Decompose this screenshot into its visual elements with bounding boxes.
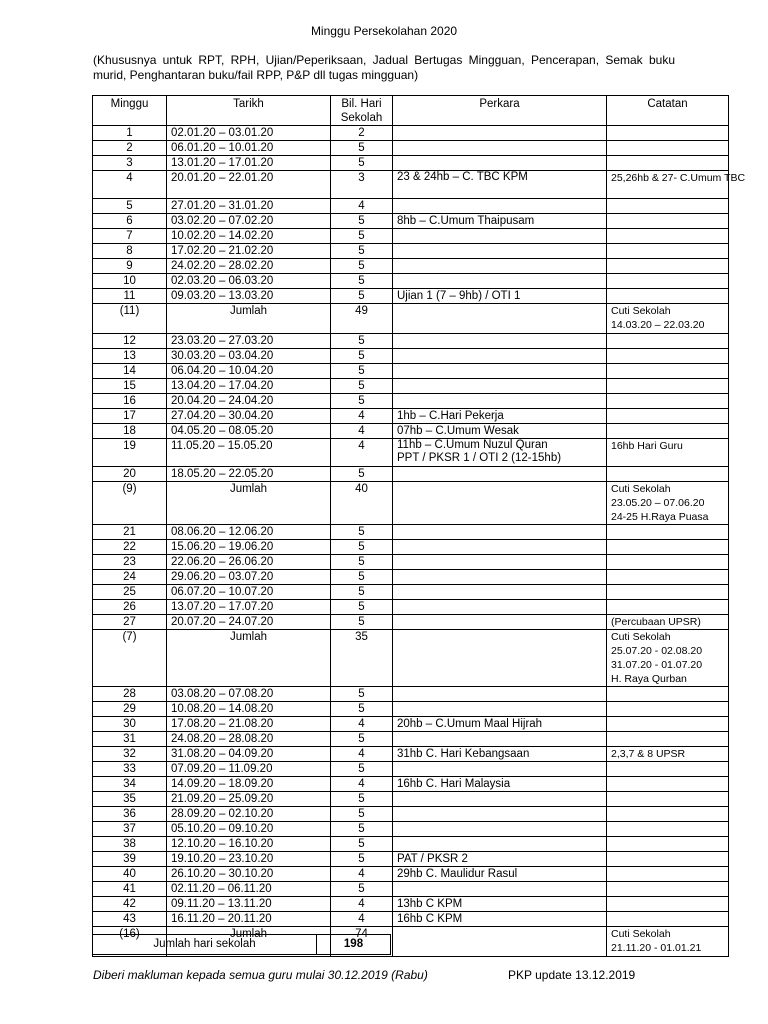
- cell-perkara: 16hb C KPM: [393, 912, 607, 927]
- cell-catatan: [607, 334, 729, 349]
- cell-bil-hari: 5: [331, 837, 393, 852]
- cell-catatan: [607, 409, 729, 424]
- cell-bil-hari: 5: [331, 882, 393, 897]
- cell-perkara: [393, 364, 607, 379]
- cell-catatan: [607, 912, 729, 927]
- cell-perkara: [393, 762, 607, 777]
- cell-perkara: 13hb C KPM: [393, 897, 607, 912]
- cell-minggu: 41: [93, 882, 167, 897]
- cell-bil-hari: 4: [331, 897, 393, 912]
- cell-tarikh: Jumlah: [167, 927, 331, 957]
- cell-bil-hari: 5: [331, 792, 393, 807]
- cell-perkara: [393, 927, 607, 957]
- cell-minggu: 14: [93, 364, 167, 379]
- cell-bil-hari: 5: [331, 274, 393, 289]
- cell-minggu: (7): [93, 630, 167, 687]
- cell-minggu: 34: [93, 777, 167, 792]
- cell-perkara: [393, 822, 607, 837]
- cell-tarikh: 06.07.20 – 10.07.20: [167, 585, 331, 600]
- table-row: [93, 229, 729, 244]
- header-bil-line2: Sekolah: [340, 112, 383, 124]
- cell-catatan: [607, 424, 729, 439]
- cell-tarikh: 09.03.20 – 13.03.20: [167, 289, 331, 304]
- table-body: [93, 126, 746, 957]
- cell-catatan: [607, 156, 729, 171]
- table-row: [93, 600, 729, 615]
- cell-bil-hari: 5: [331, 615, 393, 630]
- cell-bil-hari: 4: [331, 747, 393, 762]
- table-row: [93, 364, 729, 379]
- cell-bil-hari: 5: [331, 349, 393, 364]
- cell-catatan: [607, 214, 729, 229]
- cell-tarikh: 30.03.20 – 03.04.20: [167, 349, 331, 364]
- cell-bil-hari: 5: [331, 822, 393, 837]
- cell-bil-hari: 5: [331, 687, 393, 702]
- cell-perkara: 07hb – C.Umum Wesak: [393, 424, 607, 439]
- cell-minggu: 17: [93, 409, 167, 424]
- cell-tarikh: Jumlah: [167, 630, 331, 687]
- cell-catatan: [607, 467, 729, 482]
- cell-tarikh: 27.01.20 – 31.01.20: [167, 199, 331, 214]
- grand-total-table: [92, 934, 391, 955]
- table-row: [93, 777, 729, 792]
- cell-bil-hari: 5: [331, 229, 393, 244]
- cell-tarikh: Jumlah: [167, 482, 331, 525]
- cell-minggu: 20: [93, 467, 167, 482]
- cell-catatan: Cuti Sekolah 21.11.20 - 01.01.21: [607, 927, 729, 957]
- cell-tarikh: 06.04.20 – 10.04.20: [167, 364, 331, 379]
- table-row: [93, 570, 729, 585]
- cell-bil-hari: 5: [331, 762, 393, 777]
- cell-perkara: [393, 732, 607, 747]
- footer-update: PKP update 13.12.2019: [508, 968, 636, 982]
- cell-perkara: [393, 837, 607, 852]
- table-row: [93, 822, 729, 837]
- cell-catatan: [607, 717, 729, 732]
- cell-minggu: 19: [93, 439, 167, 467]
- grand-total-value: 198: [317, 935, 391, 955]
- school-weeks-table: [92, 95, 746, 957]
- table-row: [93, 289, 729, 304]
- cell-minggu: 29: [93, 702, 167, 717]
- cell-perkara: [393, 156, 607, 171]
- cell-tarikh: 17.02.20 – 21.02.20: [167, 244, 331, 259]
- cell-perkara: 16hb C. Hari Malaysia: [393, 777, 607, 792]
- cell-perkara: [393, 334, 607, 349]
- cell-catatan: [607, 867, 729, 882]
- cell-bil-hari: 5: [331, 364, 393, 379]
- header-tarikh: Tarikh: [167, 96, 331, 126]
- cell-perkara: [393, 630, 607, 687]
- cell-perkara: [393, 615, 607, 630]
- table-row: [93, 244, 729, 259]
- table-row: [93, 334, 729, 349]
- cell-minggu: 24: [93, 570, 167, 585]
- cell-perkara: [393, 467, 607, 482]
- cell-catatan: [607, 394, 729, 409]
- cell-perkara: [393, 379, 607, 394]
- cell-bil-hari: 5: [331, 732, 393, 747]
- table-row: [93, 126, 729, 141]
- cell-tarikh: 13.04.20 – 17.04.20: [167, 379, 331, 394]
- cell-minggu: 16: [93, 394, 167, 409]
- cell-tarikh: 15.06.20 – 19.06.20: [167, 540, 331, 555]
- cell-minggu: 2: [93, 141, 167, 156]
- cell-bil-hari: 5: [331, 259, 393, 274]
- table-row: [93, 762, 729, 777]
- cell-minggu: 12: [93, 334, 167, 349]
- cell-minggu: 43: [93, 912, 167, 927]
- header-perkara: Perkara: [393, 96, 607, 126]
- cell-perkara: 31hb C. Hari Kebangsaan: [393, 747, 607, 762]
- cell-tarikh: 26.10.20 – 30.10.20: [167, 867, 331, 882]
- cell-tarikh: 10.08.20 – 14.08.20: [167, 702, 331, 717]
- cell-perkara: 23 & 24hb – C. TBC KPM: [393, 171, 607, 199]
- cell-minggu: 32: [93, 747, 167, 762]
- cell-catatan: [607, 882, 729, 897]
- cell-minggu: 18: [93, 424, 167, 439]
- cell-minggu: 39: [93, 852, 167, 867]
- cell-catatan: [607, 379, 729, 394]
- cell-catatan: [607, 126, 729, 141]
- cell-bil-hari: 5: [331, 141, 393, 156]
- cell-bil-hari: 4: [331, 717, 393, 732]
- cell-bil-hari: 5: [331, 807, 393, 822]
- table-row: [93, 912, 729, 927]
- cell-bil-hari: 2: [331, 126, 393, 141]
- cell-tarikh: 14.09.20 – 18.09.20: [167, 777, 331, 792]
- cell-bil-hari: 5: [331, 156, 393, 171]
- cell-tarikh: 03.02.20 – 07.02.20: [167, 214, 331, 229]
- cell-tarikh: 22.06.20 – 26.06.20: [167, 555, 331, 570]
- cell-minggu: 23: [93, 555, 167, 570]
- cell-catatan: [607, 229, 729, 244]
- cell-catatan: [607, 837, 729, 852]
- cell-bil-hari: 4: [331, 912, 393, 927]
- table-row: [93, 540, 729, 555]
- cell-bil-hari: 5: [331, 244, 393, 259]
- table-row: [93, 394, 729, 409]
- cell-perkara: 20hb – C.Umum Maal Hijrah: [393, 717, 607, 732]
- cell-perkara: [393, 349, 607, 364]
- cell-bil-hari: 4: [331, 439, 393, 467]
- cell-minggu: 42: [93, 897, 167, 912]
- cell-tarikh: 20.01.20 – 22.01.20: [167, 171, 331, 199]
- cell-tarikh: 24.02.20 – 28.02.20: [167, 259, 331, 274]
- cell-bil-hari: 49: [331, 304, 393, 334]
- cell-catatan: [607, 852, 729, 867]
- cell-tarikh: 27.04.20 – 30.04.20: [167, 409, 331, 424]
- cell-perkara: Ujian 1 (7 – 9hb) / OTI 1: [393, 289, 607, 304]
- cell-catatan: [607, 732, 729, 747]
- cell-catatan: [607, 555, 729, 570]
- cell-catatan: [607, 585, 729, 600]
- subtotal-row: [93, 482, 729, 525]
- table-row: [93, 732, 729, 747]
- cell-minggu: 38: [93, 837, 167, 852]
- cell-perkara: 29hb C. Maulidur Rasul: [393, 867, 607, 882]
- table-row: [93, 747, 729, 762]
- cell-bil-hari: 5: [331, 852, 393, 867]
- cell-bil-hari: 5: [331, 585, 393, 600]
- cell-tarikh: 03.08.20 – 07.08.20: [167, 687, 331, 702]
- cell-catatan: 2,3,7 & 8 UPSR: [607, 747, 729, 762]
- page-title: Minggu Persekolahan 2020: [310, 24, 458, 38]
- cell-perkara: [393, 687, 607, 702]
- table-row: [93, 141, 729, 156]
- cell-bil-hari: 5: [331, 600, 393, 615]
- table-row: [93, 525, 729, 540]
- cell-catatan: [607, 349, 729, 364]
- cell-tarikh: Jumlah: [167, 304, 331, 334]
- subtotal-row: [93, 304, 729, 334]
- header-bil-hari: [331, 96, 393, 126]
- cell-bil-hari: 4: [331, 777, 393, 792]
- cell-minggu: 31: [93, 732, 167, 747]
- cell-tarikh: 07.09.20 – 11.09.20: [167, 762, 331, 777]
- cell-bil-hari: 4: [331, 199, 393, 214]
- cell-tarikh: 05.10.20 – 09.10.20: [167, 822, 331, 837]
- cell-minggu: 21: [93, 525, 167, 540]
- cell-bil-hari: 5: [331, 702, 393, 717]
- cell-tarikh: 10.02.20 – 14.02.20: [167, 229, 331, 244]
- table-row: [93, 424, 729, 439]
- cell-tarikh: 13.07.20 – 17.07.20: [167, 600, 331, 615]
- cell-bil-hari: 40: [331, 482, 393, 525]
- cell-minggu: 37: [93, 822, 167, 837]
- cell-tarikh: 20.07.20 – 24.07.20: [167, 615, 331, 630]
- cell-tarikh: 21.09.20 – 25.09.20: [167, 792, 331, 807]
- cell-perkara: PAT / PKSR 2: [393, 852, 607, 867]
- table-row: [93, 199, 729, 214]
- cell-minggu: (16): [93, 927, 167, 957]
- cell-minggu: 33: [93, 762, 167, 777]
- cell-perkara: [393, 482, 607, 525]
- cell-perkara: [393, 585, 607, 600]
- cell-minggu: 22: [93, 540, 167, 555]
- cell-perkara: [393, 259, 607, 274]
- cell-tarikh: 23.03.20 – 27.03.20: [167, 334, 331, 349]
- cell-bil-hari: 5: [331, 467, 393, 482]
- cell-bil-hari: 4: [331, 867, 393, 882]
- table-row: [93, 259, 729, 274]
- cell-catatan: [607, 897, 729, 912]
- cell-tarikh: 06.01.20 – 10.01.20: [167, 141, 331, 156]
- cell-catatan: [607, 807, 729, 822]
- cell-minggu: (11): [93, 304, 167, 334]
- cell-tarikh: 16.11.20 – 20.11.20: [167, 912, 331, 927]
- cell-bil-hari: 5: [331, 379, 393, 394]
- cell-perkara: [393, 882, 607, 897]
- cell-perkara: [393, 126, 607, 141]
- table-row: [93, 467, 729, 482]
- header-bil-line1: Bil. Hari: [341, 98, 382, 110]
- cell-catatan: [607, 364, 729, 379]
- cell-catatan: 25,26hb & 27- C.Umum TBC: [607, 171, 729, 199]
- cell-perkara: [393, 304, 607, 334]
- cell-bil-hari: 5: [331, 334, 393, 349]
- cell-perkara: [393, 540, 607, 555]
- cell-bil-hari: 3: [331, 171, 393, 199]
- table-row: [93, 717, 729, 732]
- cell-tarikh: 24.08.20 – 28.08.20: [167, 732, 331, 747]
- cell-tarikh: 09.11.20 – 13.11.20: [167, 897, 331, 912]
- cell-minggu: 26: [93, 600, 167, 615]
- cell-catatan: [607, 274, 729, 289]
- cell-bil-hari: 5: [331, 570, 393, 585]
- cell-perkara: [393, 792, 607, 807]
- cell-catatan: Cuti Sekolah 14.03.20 – 22.03.20: [607, 304, 729, 334]
- cell-minggu: 35: [93, 792, 167, 807]
- table-row: [93, 837, 729, 852]
- cell-minggu: 11: [93, 289, 167, 304]
- cell-perkara: [393, 394, 607, 409]
- table-row: [93, 792, 729, 807]
- cell-minggu: 10: [93, 274, 167, 289]
- cell-tarikh: 02.11.20 – 06.11.20: [167, 882, 331, 897]
- cell-tarikh: 02.01.20 – 03.01.20: [167, 126, 331, 141]
- cell-catatan: [607, 540, 729, 555]
- cell-tarikh: 02.03.20 – 06.03.20: [167, 274, 331, 289]
- cell-tarikh: 18.05.20 – 22.05.20: [167, 467, 331, 482]
- cell-catatan: [607, 259, 729, 274]
- cell-minggu: 7: [93, 229, 167, 244]
- table-row: [93, 897, 729, 912]
- cell-catatan: [607, 822, 729, 837]
- cell-perkara: [393, 570, 607, 585]
- cell-catatan: (Percubaan UPSR): [607, 615, 729, 630]
- cell-catatan: 16hb Hari Guru: [607, 439, 729, 467]
- table-row: [93, 807, 729, 822]
- cell-minggu: 36: [93, 807, 167, 822]
- cell-minggu: 40: [93, 867, 167, 882]
- table-row: [93, 156, 729, 171]
- footer-note: Diberi makluman kepada semua guru mulai 30.12.2019 (Rabu): [93, 968, 428, 982]
- cell-perkara: [393, 555, 607, 570]
- table-row: [93, 274, 729, 289]
- cell-minggu: 8: [93, 244, 167, 259]
- cell-minggu: 1: [93, 126, 167, 141]
- cell-tarikh: 28.09.20 – 02.10.20: [167, 807, 331, 822]
- cell-bil-hari: 5: [331, 540, 393, 555]
- cell-bil-hari: 35: [331, 630, 393, 687]
- cell-bil-hari: 5: [331, 289, 393, 304]
- cell-tarikh: 31.08.20 – 04.09.20: [167, 747, 331, 762]
- cell-catatan: [607, 141, 729, 156]
- cell-bil-hari: 5: [331, 555, 393, 570]
- cell-perkara: 1hb – C.Hari Pekerja: [393, 409, 607, 424]
- table-row: [93, 585, 729, 600]
- cell-catatan: [607, 600, 729, 615]
- cell-bil-hari: 5: [331, 394, 393, 409]
- cell-perkara: 11hb – C.Umum Nuzul Quran PPT / PKSR 1 / OTI 2 (12-15hb): [393, 439, 607, 467]
- cell-perkara: [393, 199, 607, 214]
- intro-text: (Khususnya untuk RPT, RPH, Ujian/Peperiksaan, Jadual Bertugas Mingguan, Pencerapan, Semak buku murid, Penghantaran buku/fail RPP, P&P dll tugas mingguan): [93, 53, 675, 82]
- cell-perkara: [393, 229, 607, 244]
- cell-catatan: [607, 244, 729, 259]
- cell-perkara: [393, 274, 607, 289]
- table-row: [93, 409, 729, 424]
- cell-catatan: [607, 199, 729, 214]
- subtotal-row: [93, 630, 729, 687]
- cell-perkara: 8hb – C.Umum Thaipusam: [393, 214, 607, 229]
- cell-minggu: 30: [93, 717, 167, 732]
- header-catatan: Catatan: [607, 96, 729, 126]
- table-row: [93, 214, 729, 229]
- table-row: [93, 379, 729, 394]
- cell-perkara: [393, 807, 607, 822]
- cell-bil-hari: 5: [331, 214, 393, 229]
- grand-total-label: Jumlah hari sekolah: [93, 935, 317, 955]
- cell-minggu: 15: [93, 379, 167, 394]
- cell-catatan: [607, 762, 729, 777]
- cell-tarikh: 19.10.20 – 23.10.20: [167, 852, 331, 867]
- cell-perkara: [393, 600, 607, 615]
- cell-tarikh: 12.10.20 – 16.10.20: [167, 837, 331, 852]
- cell-perkara: [393, 525, 607, 540]
- table-row: [93, 852, 729, 867]
- cell-catatan: [607, 289, 729, 304]
- table-row: [93, 882, 729, 897]
- cell-tarikh: 08.06.20 – 12.06.20: [167, 525, 331, 540]
- header-minggu: Minggu: [93, 96, 167, 126]
- table-row: [93, 687, 729, 702]
- cell-bil-hari: 74: [331, 927, 393, 957]
- cell-minggu: (9): [93, 482, 167, 525]
- cell-minggu: 5: [93, 199, 167, 214]
- table-row: [93, 702, 729, 717]
- table-row: [93, 171, 729, 199]
- cell-tarikh: 13.01.20 – 17.01.20: [167, 156, 331, 171]
- cell-catatan: Cuti Sekolah 23.05.20 – 07.06.20 24-25 H.Raya Puasa: [607, 482, 729, 525]
- table-row: [93, 349, 729, 364]
- cell-catatan: [607, 792, 729, 807]
- grand-total-row: [93, 935, 391, 955]
- cell-tarikh: 29.06.20 – 03.07.20: [167, 570, 331, 585]
- cell-bil-hari: 4: [331, 409, 393, 424]
- cell-minggu: 3: [93, 156, 167, 171]
- cell-perkara: [393, 702, 607, 717]
- cell-bil-hari: 4: [331, 424, 393, 439]
- cell-minggu: 4: [93, 171, 167, 199]
- cell-catatan: [607, 702, 729, 717]
- cell-minggu: 28: [93, 687, 167, 702]
- table-row: [93, 555, 729, 570]
- cell-perkara: [393, 141, 607, 156]
- cell-catatan: [607, 687, 729, 702]
- table-row: [93, 867, 729, 882]
- table-header-row: [93, 96, 729, 126]
- cell-tarikh: 04.05.20 – 08.05.20: [167, 424, 331, 439]
- cell-perkara: [393, 244, 607, 259]
- cell-catatan: [607, 777, 729, 792]
- table-row: [93, 439, 729, 467]
- table-row: [93, 615, 729, 630]
- cell-minggu: 27: [93, 615, 167, 630]
- cell-minggu: 13: [93, 349, 167, 364]
- cell-minggu: 9: [93, 259, 167, 274]
- cell-minggu: 25: [93, 585, 167, 600]
- cell-catatan: [607, 570, 729, 585]
- cell-tarikh: 20.04.20 – 24.04.20: [167, 394, 331, 409]
- cell-tarikh: 11.05.20 – 15.05.20: [167, 439, 331, 467]
- cell-bil-hari: 5: [331, 525, 393, 540]
- cell-catatan: [607, 525, 729, 540]
- cell-catatan: Cuti Sekolah 25.07.20 - 02.08.20 31.07.20 - 01.07.20 H. Raya Qurban: [607, 630, 729, 687]
- cell-minggu: 6: [93, 214, 167, 229]
- cell-tarikh: 17.08.20 – 21.08.20: [167, 717, 331, 732]
